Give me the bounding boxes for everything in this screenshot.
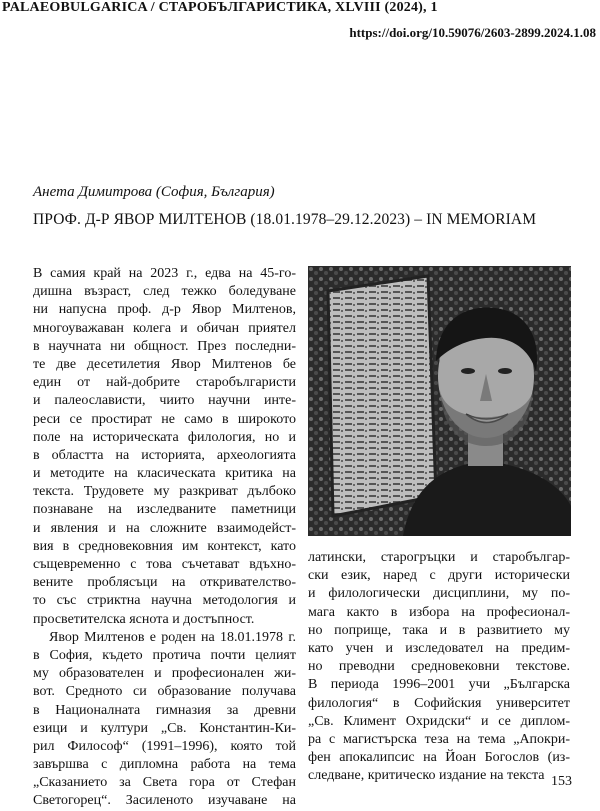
article-author: Анета Димитрова (София, България) [33,184,275,200]
text-line: и методите на класическата критика на [33,466,296,482]
text-line: рил Философ“ (1991–1996), която той [33,738,296,754]
text-line: „Сказанието за Света гора от Стефан [33,775,296,791]
text-line: в областта на историята, археологията [33,447,296,463]
article-title: ПРОФ. Д-Р ЯВОР МИЛТЕНОВ (18.01.1978–29.12.2023) – IN MEMORIAM [33,211,537,228]
text-line: ски език, наред с други исторически [308,568,570,584]
text-line: следване, критическо издание на текста [308,768,545,784]
text-line: мага както в избора на професионал- [308,604,570,620]
left-column-text [33,265,296,811]
text-line: Светогорец“. Засиленото изучаване на [33,793,296,809]
text-line: латински, старогръцки и старобългар- [308,550,570,565]
text-line: филология“ в Софийския университет [308,695,570,711]
text-line: дишна възраст, след тежко боледуване [33,284,296,300]
text-line: фен апокалипсис на Йоан Богослов (из- [308,750,570,766]
portrait-photo-drawing [308,266,571,536]
page-number: 153 [551,774,572,789]
text-line: ра с магистърска теза на тема „Апокри- [308,731,570,747]
text-line: Явор Милтенов е роден на 18.01.1978 г. [49,629,296,645]
text-line: просветителска яснота и достъпност. [33,611,255,627]
text-line: и палеослависти, чиито научни инте- [33,393,296,409]
text-line: езици и култури „Св. Константин-Ки- [33,720,296,736]
text-line: но преводни средновековни текстове. [308,659,570,675]
text-line: реси се простират не само в широкото [33,411,296,427]
text-line: и филологически дисциплини, му по- [308,586,570,602]
text-line: като учен и изследовател на предим- [308,640,570,656]
text-line: в Националната гимназия за древни [33,702,296,718]
text-line: вот. Средното си образование получава [33,684,296,700]
running-head: PALAEOBULGARICA / СТАРОБЪЛГАРИСТИКА, XLVIII (2024), 1 [2,0,438,15]
text-line: поле на историческата филология, но и [33,429,296,445]
text-line: същевременно с това съчетават вдъхно- [33,557,296,572]
text-line: вените проблясъци на откривателство- [33,575,296,591]
text-line: те две десетилетия Явор Милтенов бе [33,356,296,372]
text-line: в научната ни общност. През последни- [33,338,296,354]
text-line: В самия край на 2023 г., едва на 45-го- [33,266,296,281]
text-line: познаване на изследваните паметници [33,502,296,518]
text-line: то със стриктна научна методология и [33,593,296,609]
text-line: завършва с дипломна работа на тема [33,757,296,773]
text-line: един от най-добрите старобългаристи [33,375,296,391]
right-column-text [308,549,570,785]
text-line: „Св. Климент Охридски“ и се диплом- [308,713,570,729]
portrait-photo [308,266,571,536]
text-line: В периода 1996–2001 учи „Българска [308,677,570,693]
text-line: вия в средновековния им контекст, като [33,538,296,554]
text-line: му образователен и професионален жи- [33,666,296,682]
text-line: в София, където протича почти целият [33,647,296,663]
text-line: но поприще, така и в развитието му [308,622,570,638]
text-line: ни напусна проф. д-р Явор Милтенов, [33,302,296,318]
text-line: и явления и на сложните взаимодейст- [33,520,296,536]
text-line: текста. Трудовете му разкриват дълбоко [33,484,296,500]
text-line: многоуважаван колега и обичан приятел [33,320,296,336]
doi-link[interactable]: https://doi.org/10.59076/2603-2899.2024.1.08 [349,25,596,40]
